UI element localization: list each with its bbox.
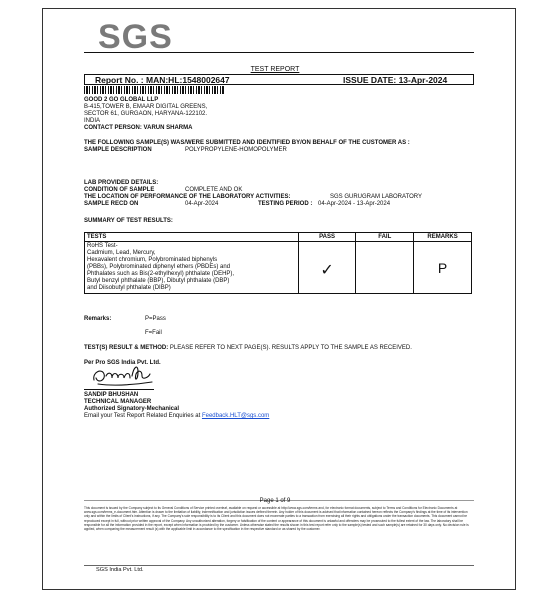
- result-method-text: PLEASE REFER TO NEXT PAGE(S). RESULTS APPLY TO THE SAMPLE AS RECEIVED.: [169, 345, 412, 351]
- location-value: SGS GURUGRAM LABORATORY: [330, 194, 423, 200]
- sample-recd-label: SAMPLE RECD ON: [84, 201, 139, 207]
- footer-company: SGS India Pvt. Ltd.: [96, 567, 144, 573]
- header-fail: FAIL: [356, 233, 414, 242]
- signatory-authority: Authorized Signatory-Mechanical: [84, 406, 180, 412]
- pass-checkmark: ✓: [298, 242, 356, 294]
- header-tests: TESTS: [85, 233, 299, 242]
- sample-recd-value: 04-Apr-2024: [185, 201, 219, 207]
- report-number: Report No. : MAN:HL:1548002647: [95, 75, 230, 85]
- email-text: Email your Test Report Related Enquiries at: [84, 413, 201, 419]
- remark-cell: P: [414, 242, 472, 294]
- sgs-logo: SGS: [98, 18, 173, 56]
- per-pro: Per Pro SGS India Pvt. Ltd.: [84, 360, 161, 366]
- result-method-label: TEST(S) RESULT & METHOD:: [84, 345, 169, 351]
- header-pass: PASS: [298, 233, 356, 242]
- page-number: Page 1 of 9: [259, 498, 291, 504]
- testing-period-label: TESTING PERIOD :: [258, 201, 313, 207]
- condition-label: CONDITION OF SAMPLE: [84, 187, 155, 193]
- signatory-title: TECHNICAL MANAGER: [84, 399, 152, 405]
- fail-cell: [356, 242, 414, 294]
- footer-bottom-divider: [84, 565, 474, 566]
- result-method: [84, 345, 412, 352]
- summary-title: SUMMARY OF TEST RESULTS:: [84, 218, 173, 224]
- customer-country: INDIA: [84, 118, 101, 124]
- signature-underline: [84, 389, 154, 390]
- sample-intro: THE FOLLOWING SAMPLE(S) WAS/WERE SUBMITTED AND IDENTIFIED BY/ON BEHALF OF THE CUSTOMER AS :: [84, 140, 410, 146]
- signature-image: [88, 358, 158, 388]
- report-number-box: [84, 74, 474, 85]
- condition-value: COMPLETE AND OK: [185, 187, 243, 193]
- location-label: THE LOCATION OF PERFORMANCE OF THE LABORATORY ACTIVITIES:: [84, 194, 291, 200]
- report-title: TEST REPORT: [250, 66, 300, 73]
- test-description-cell: [85, 242, 299, 294]
- header-remarks: REMARKS: [414, 233, 472, 242]
- customer-address-2: SECTOR 61, GURGAON, HARYANA-122102.: [84, 111, 208, 117]
- test-line: and Diisobutyl phthalate (DIBP): [87, 285, 171, 291]
- test-line: Hexavalent chromium, Polybrominated biphenyls: [87, 257, 218, 263]
- email-line: [84, 413, 269, 420]
- remarks-label: Remarks:: [84, 316, 112, 322]
- header-divider: [84, 52, 474, 53]
- email-link[interactable]: Feedback.HLT@sgs.com: [201, 413, 270, 419]
- sample-description-value: POLYPROPYLENE-HOMOPOLYMER: [185, 147, 287, 153]
- issue-date: ISSUE DATE: 13-Apr-2024: [343, 75, 448, 85]
- test-line: RoHS Test-: [87, 243, 118, 249]
- test-line: Phthalates such as Bis(2-ethylhexyl) phthalate (DEHP),: [87, 271, 235, 277]
- results-table: [84, 232, 472, 294]
- customer-address-1: B-415,TOWER B, EMAAR DIGITAL GREENS,: [84, 104, 208, 110]
- test-line: Cadmium, Lead, Mercury,: [87, 250, 156, 256]
- contact-person: CONTACT PERSON: VARUN SHARMA: [84, 125, 193, 131]
- sample-description-label: SAMPLE DESCRIPTION: [84, 147, 152, 153]
- disclaimer-text: This document is issued by the Company subject to its General Conditions of Service printed overleaf, available on request or accessible at http://www.sgs.com/terms and, for electronic format documents, subject to Terms and Conditions for Electronic Documents at www.sgs.com/terms_e-document.htm. Attention is drawn to the limitation of liability, indemnification and jurisdiction issues defined therein. Any holder of this document is advised that information contained hereon reflects the Company's findings at the time of its intervention only and within the limits of Client's instructions, if any. The Company's sole responsibility is to its Client and this document does not exonerate parties to a transaction from exercising all their rights and obligations under the transaction documents. This document cannot be reproduced except in full, without prior written approval of the Company. Any unauthorized alteration, forgery or falsification of the content or appearance of this document is unlawful and offenders may be prosecuted to the fullest extent of the law. The laboratory shall be responsible for all the information provided in the report, except when information is provided by the customer. Unless otherwise stated the results shown in this test report refer only to the sample(s) tested and such sample(s) are retained for 30 days only. No decision rule is applied, when comparing the measurement result (s) with the applicable limit in accordance to the specification in the respective standard or as shared by the customer.: [84, 506, 469, 532]
- signatory-name: SANDIP BHUSHAN: [84, 392, 139, 398]
- test-line: Butyl benzyl phthalate (BBP), Dibutyl phthalate (DBP): [87, 278, 230, 284]
- barcode: [84, 86, 224, 94]
- customer-name: GOOD 2 GO GLOBAL LLP: [84, 97, 159, 103]
- remarks-pass: P=Pass: [145, 316, 166, 322]
- testing-period-value: 04-Apr-2024 - 13-Apr-2024: [318, 201, 391, 207]
- remarks-fail: F=Fail: [145, 330, 162, 336]
- lab-provided-details: LAB PROVIDED DETAILS:: [84, 180, 159, 186]
- table-row: [85, 242, 472, 294]
- table-header-row: [85, 233, 472, 242]
- test-line: (PBBs), Polybrominated diphenyl ethers (PBDEs) and: [87, 264, 231, 270]
